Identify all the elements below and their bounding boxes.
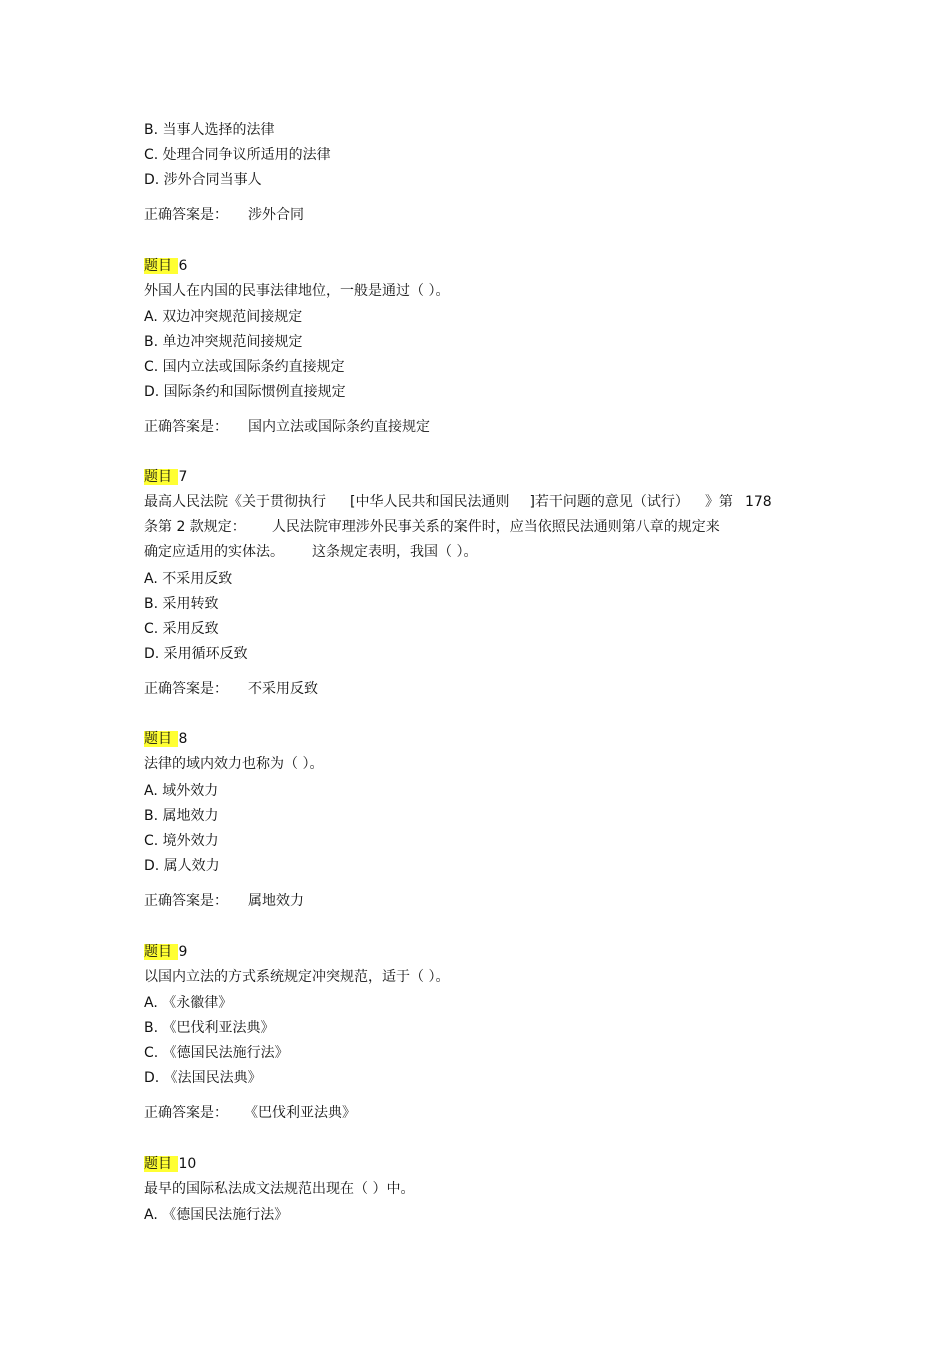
question-heading: [144, 256, 187, 276]
question-label-highlight: 题目: [144, 944, 178, 960]
question-number: 10: [178, 1156, 197, 1172]
question-heading: [144, 729, 187, 749]
question-number: 7: [178, 469, 188, 485]
answer-line: [144, 205, 304, 225]
option-c: C. 采用反致: [144, 621, 219, 637]
question-label-highlight: 题目: [144, 469, 178, 485]
question-heading: [144, 1154, 196, 1174]
option-b: B. 单边冲突规范间接规定: [144, 334, 303, 350]
option-c: C. 《德国民法施行法》: [144, 1045, 289, 1061]
question-stem-line-3: 确定应适用的实体法。 这条规定表明，我国（ ）。: [144, 544, 478, 560]
question-label-highlight: 题目: [144, 1156, 178, 1172]
answer-label: 正确答案是：: [144, 1105, 228, 1121]
option-d: D. 《法国民法典》: [144, 1070, 262, 1086]
option-a: A. 不采用反致: [144, 571, 233, 587]
option-b: B. 《巴伐利亚法典》: [144, 1020, 275, 1036]
option-c: C. 国内立法或国际条约直接规定: [144, 359, 345, 375]
answer-value: 属地效力: [248, 893, 304, 909]
answer-label: 正确答案是：: [144, 419, 228, 435]
question-heading: [144, 942, 187, 962]
answer-line: [144, 679, 318, 699]
option-d: D. 采用循环反致: [144, 646, 248, 662]
question-heading: [144, 467, 187, 487]
question-number: 9: [178, 944, 188, 960]
answer-label: 正确答案是：: [144, 681, 228, 697]
answer-line: [144, 1103, 356, 1123]
option-d: D. 国际条约和国际惯例直接规定: [144, 384, 346, 400]
option-b: B. 属地效力: [144, 808, 219, 824]
option-d: D. 涉外合同当事人: [144, 172, 262, 188]
question-stem: 外国人在内国的民事法律地位，一般是通过（ ）。: [144, 283, 450, 299]
option-a: A. 双边冲突规范间接规定: [144, 309, 303, 325]
option-b: B. 采用转致: [144, 596, 219, 612]
question-label-highlight: 题目: [144, 731, 178, 747]
option-c: C. 处理合同争议所适用的法律: [144, 147, 331, 163]
question-stem-line-2: 条第 2 款规定： 人民法院审理涉外民事关系的案件时，应当依照民法通则第八章的规定来: [144, 519, 720, 535]
question-stem: 法律的域内效力也称为（ ）。: [144, 756, 324, 772]
question-stem-line-1: 最高人民法院《关于贯彻执行 [中华人民共和国民法通则 ]若干问题的意见（试行） 》第 178: [144, 494, 772, 510]
answer-label: 正确答案是：: [144, 207, 228, 223]
question-label-highlight: 题目: [144, 258, 178, 274]
answer-line: [144, 891, 304, 911]
answer-value: 涉外合同: [248, 207, 304, 223]
question-stem: 以国内立法的方式系统规定冲突规范，适于（ ）。: [144, 969, 450, 985]
option-a: A. 《德国民法施行法》: [144, 1207, 289, 1223]
option-c: C. 境外效力: [144, 833, 219, 849]
answer-value: 《巴伐利亚法典》: [244, 1105, 356, 1121]
question-number: 8: [178, 731, 188, 747]
question-stem: 最早的国际私法成文法规范出现在（ ）中。: [144, 1181, 415, 1197]
answer-value: 不采用反致: [248, 681, 318, 697]
answer-value: 国内立法或国际条约直接规定: [248, 419, 430, 435]
answer-line: [144, 417, 430, 437]
question-number: 6: [178, 258, 188, 274]
option-a: A. 《永徽律》: [144, 995, 233, 1011]
option-b: B. 当事人选择的法律: [144, 122, 275, 138]
option-a: A. 域外效力: [144, 783, 219, 799]
option-d: D. 属人效力: [144, 858, 220, 874]
answer-label: 正确答案是：: [144, 893, 228, 909]
